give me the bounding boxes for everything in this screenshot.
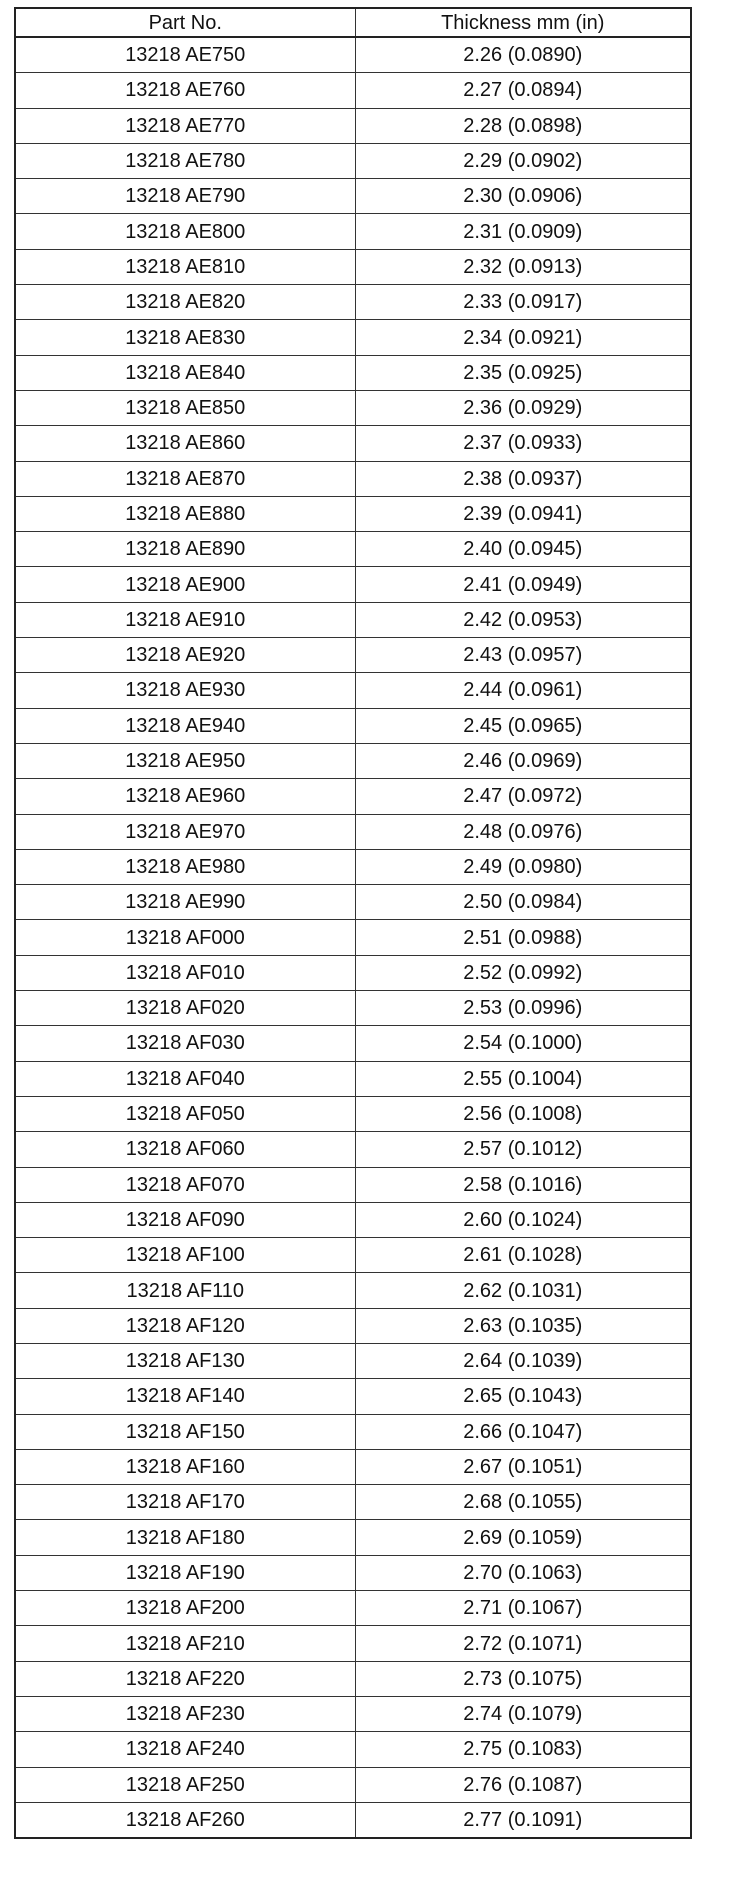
- thickness-cell: 2.65 (0.1043): [355, 1379, 691, 1414]
- table-row: [15, 37, 691, 73]
- thickness-cell: 2.49 (0.0980): [355, 849, 691, 884]
- thickness-cell: 2.63 (0.1035): [355, 1308, 691, 1343]
- thickness-cell: 2.46 (0.0969): [355, 743, 691, 778]
- thickness-cell: 2.51 (0.0988): [355, 920, 691, 955]
- table-row: [15, 1696, 691, 1731]
- part-no-cell: 13218 AE850: [15, 390, 355, 425]
- thickness-cell: 2.37 (0.0933): [355, 426, 691, 461]
- part-no-cell: 13218 AF070: [15, 1167, 355, 1202]
- part-no-cell: 13218 AF140: [15, 1379, 355, 1414]
- thickness-cell: 2.38 (0.0937): [355, 461, 691, 496]
- thickness-cell: 2.53 (0.0996): [355, 991, 691, 1026]
- table-row: [15, 1202, 691, 1237]
- part-no-cell: 13218 AE900: [15, 567, 355, 602]
- table-row: [15, 426, 691, 461]
- thickness-cell: 2.62 (0.1031): [355, 1273, 691, 1308]
- header-row: [15, 8, 691, 37]
- thickness-cell: 2.72 (0.1071): [355, 1626, 691, 1661]
- table-row: [15, 1485, 691, 1520]
- part-no-cell: 13218 AF160: [15, 1449, 355, 1484]
- part-no-cell: 13218 AF210: [15, 1626, 355, 1661]
- table-row: [15, 1449, 691, 1484]
- thickness-cell: 2.52 (0.0992): [355, 955, 691, 990]
- table-body: [15, 37, 691, 1838]
- thickness-cell: 2.36 (0.0929): [355, 390, 691, 425]
- thickness-cell: 2.27 (0.0894): [355, 73, 691, 108]
- table-row: [15, 743, 691, 778]
- thickness-cell: 2.47 (0.0972): [355, 779, 691, 814]
- part-no-cell: 13218 AE800: [15, 214, 355, 249]
- part-no-cell: 13218 AE870: [15, 461, 355, 496]
- thickness-cell: 2.35 (0.0925): [355, 355, 691, 390]
- part-no-cell: 13218 AF100: [15, 1238, 355, 1273]
- part-no-cell: 13218 AE810: [15, 249, 355, 284]
- thickness-cell: 2.71 (0.1067): [355, 1591, 691, 1626]
- part-no-cell: 13218 AE970: [15, 814, 355, 849]
- table-row: [15, 920, 691, 955]
- table-row: [15, 1167, 691, 1202]
- table-row: [15, 461, 691, 496]
- part-no-cell: 13218 AF090: [15, 1202, 355, 1237]
- part-no-cell: 13218 AE880: [15, 496, 355, 531]
- thickness-cell: 2.69 (0.1059): [355, 1520, 691, 1555]
- part-no-cell: 13218 AF030: [15, 1026, 355, 1061]
- table-row: [15, 1308, 691, 1343]
- table-row: [15, 1661, 691, 1696]
- table-row: [15, 814, 691, 849]
- part-no-cell: 13218 AE770: [15, 108, 355, 143]
- thickness-cell: 2.42 (0.0953): [355, 602, 691, 637]
- thickness-cell: 2.48 (0.0976): [355, 814, 691, 849]
- header-part-no: Part No.: [15, 8, 355, 37]
- thickness-cell: 2.77 (0.1091): [355, 1802, 691, 1838]
- thickness-cell: 2.60 (0.1024): [355, 1202, 691, 1237]
- part-no-cell: 13218 AE750: [15, 37, 355, 73]
- thickness-cell: 2.39 (0.0941): [355, 496, 691, 531]
- part-no-cell: 13218 AE990: [15, 885, 355, 920]
- thickness-cell: 2.30 (0.0906): [355, 179, 691, 214]
- thickness-cell: 2.75 (0.1083): [355, 1732, 691, 1767]
- part-no-cell: 13218 AF170: [15, 1485, 355, 1520]
- part-no-cell: 13218 AF240: [15, 1732, 355, 1767]
- part-no-cell: 13218 AF040: [15, 1061, 355, 1096]
- thickness-cell: 2.40 (0.0945): [355, 532, 691, 567]
- part-no-cell: 13218 AE760: [15, 73, 355, 108]
- thickness-cell: 2.33 (0.0917): [355, 285, 691, 320]
- part-no-cell: 13218 AF120: [15, 1308, 355, 1343]
- table-row: [15, 249, 691, 284]
- part-no-cell: 13218 AF150: [15, 1414, 355, 1449]
- thickness-cell: 2.34 (0.0921): [355, 320, 691, 355]
- part-no-cell: 13218 AE980: [15, 849, 355, 884]
- part-no-cell: 13218 AF010: [15, 955, 355, 990]
- table-row: [15, 1061, 691, 1096]
- part-no-cell: 13218 AE840: [15, 355, 355, 390]
- thickness-cell: 2.54 (0.1000): [355, 1026, 691, 1061]
- table-row: [15, 143, 691, 178]
- table-row: [15, 1520, 691, 1555]
- table-row: [15, 1626, 691, 1661]
- part-no-cell: 13218 AF050: [15, 1096, 355, 1131]
- table-row: [15, 567, 691, 602]
- table-row: [15, 602, 691, 637]
- table-row: [15, 1096, 691, 1131]
- table-row: [15, 1343, 691, 1378]
- part-no-cell: 13218 AE960: [15, 779, 355, 814]
- thickness-cell: 2.29 (0.0902): [355, 143, 691, 178]
- table-row: [15, 355, 691, 390]
- thickness-cell: 2.31 (0.0909): [355, 214, 691, 249]
- header-thickness: Thickness mm (in): [355, 8, 691, 37]
- thickness-table: [14, 7, 692, 1839]
- table-row: [15, 390, 691, 425]
- thickness-cell: 2.56 (0.1008): [355, 1096, 691, 1131]
- thickness-cell: 2.74 (0.1079): [355, 1696, 691, 1731]
- table-row: [15, 1555, 691, 1590]
- table-row: [15, 73, 691, 108]
- part-no-cell: 13218 AF200: [15, 1591, 355, 1626]
- thickness-cell: 2.41 (0.0949): [355, 567, 691, 602]
- thickness-cell: 2.61 (0.1028): [355, 1238, 691, 1273]
- part-no-cell: 13218 AF230: [15, 1696, 355, 1731]
- table-row: [15, 1238, 691, 1273]
- part-no-cell: 13218 AE780: [15, 143, 355, 178]
- thickness-cell: 2.66 (0.1047): [355, 1414, 691, 1449]
- table-row: [15, 108, 691, 143]
- part-no-cell: 13218 AE830: [15, 320, 355, 355]
- table-row: [15, 496, 691, 531]
- part-no-cell: 13218 AF020: [15, 991, 355, 1026]
- part-no-cell: 13218 AF260: [15, 1802, 355, 1838]
- part-no-cell: 13218 AF220: [15, 1661, 355, 1696]
- table-row: [15, 638, 691, 673]
- table-row: [15, 1026, 691, 1061]
- table-row: [15, 1132, 691, 1167]
- table-row: [15, 708, 691, 743]
- part-no-cell: 13218 AE930: [15, 673, 355, 708]
- part-no-cell: 13218 AE940: [15, 708, 355, 743]
- table-row: [15, 214, 691, 249]
- thickness-cell: 2.64 (0.1039): [355, 1343, 691, 1378]
- thickness-cell: 2.26 (0.0890): [355, 37, 691, 73]
- part-no-cell: 13218 AE890: [15, 532, 355, 567]
- thickness-cell: 2.70 (0.1063): [355, 1555, 691, 1590]
- part-no-cell: 13218 AF000: [15, 920, 355, 955]
- thickness-cell: 2.28 (0.0898): [355, 108, 691, 143]
- table-row: [15, 532, 691, 567]
- table-row: [15, 1414, 691, 1449]
- thickness-cell: 2.50 (0.0984): [355, 885, 691, 920]
- part-no-cell: 13218 AE790: [15, 179, 355, 214]
- part-no-cell: 13218 AF180: [15, 1520, 355, 1555]
- table-row: [15, 1802, 691, 1838]
- thickness-cell: 2.55 (0.1004): [355, 1061, 691, 1096]
- part-no-cell: 13218 AE920: [15, 638, 355, 673]
- part-no-cell: 13218 AF130: [15, 1343, 355, 1378]
- table-row: [15, 1273, 691, 1308]
- part-no-cell: 13218 AF190: [15, 1555, 355, 1590]
- table-row: [15, 673, 691, 708]
- table-row: [15, 285, 691, 320]
- table-row: [15, 955, 691, 990]
- part-no-cell: 13218 AF060: [15, 1132, 355, 1167]
- part-no-cell: 13218 AE910: [15, 602, 355, 637]
- thickness-cell: 2.76 (0.1087): [355, 1767, 691, 1802]
- thickness-cell: 2.57 (0.1012): [355, 1132, 691, 1167]
- table-row: [15, 991, 691, 1026]
- table-row: [15, 885, 691, 920]
- table-row: [15, 779, 691, 814]
- thickness-cell: 2.32 (0.0913): [355, 249, 691, 284]
- table-row: [15, 1591, 691, 1626]
- thickness-cell: 2.58 (0.1016): [355, 1167, 691, 1202]
- part-no-cell: 13218 AF110: [15, 1273, 355, 1308]
- thickness-cell: 2.44 (0.0961): [355, 673, 691, 708]
- part-no-cell: 13218 AE950: [15, 743, 355, 778]
- part-no-cell: 13218 AE860: [15, 426, 355, 461]
- table-row: [15, 179, 691, 214]
- table-row: [15, 1379, 691, 1414]
- thickness-cell: 2.45 (0.0965): [355, 708, 691, 743]
- part-no-cell: 13218 AF250: [15, 1767, 355, 1802]
- table-row: [15, 1767, 691, 1802]
- thickness-cell: 2.68 (0.1055): [355, 1485, 691, 1520]
- table-row: [15, 1732, 691, 1767]
- thickness-cell: 2.73 (0.1075): [355, 1661, 691, 1696]
- table-row: [15, 849, 691, 884]
- part-no-cell: 13218 AE820: [15, 285, 355, 320]
- table-row: [15, 320, 691, 355]
- thickness-cell: 2.43 (0.0957): [355, 638, 691, 673]
- thickness-cell: 2.67 (0.1051): [355, 1449, 691, 1484]
